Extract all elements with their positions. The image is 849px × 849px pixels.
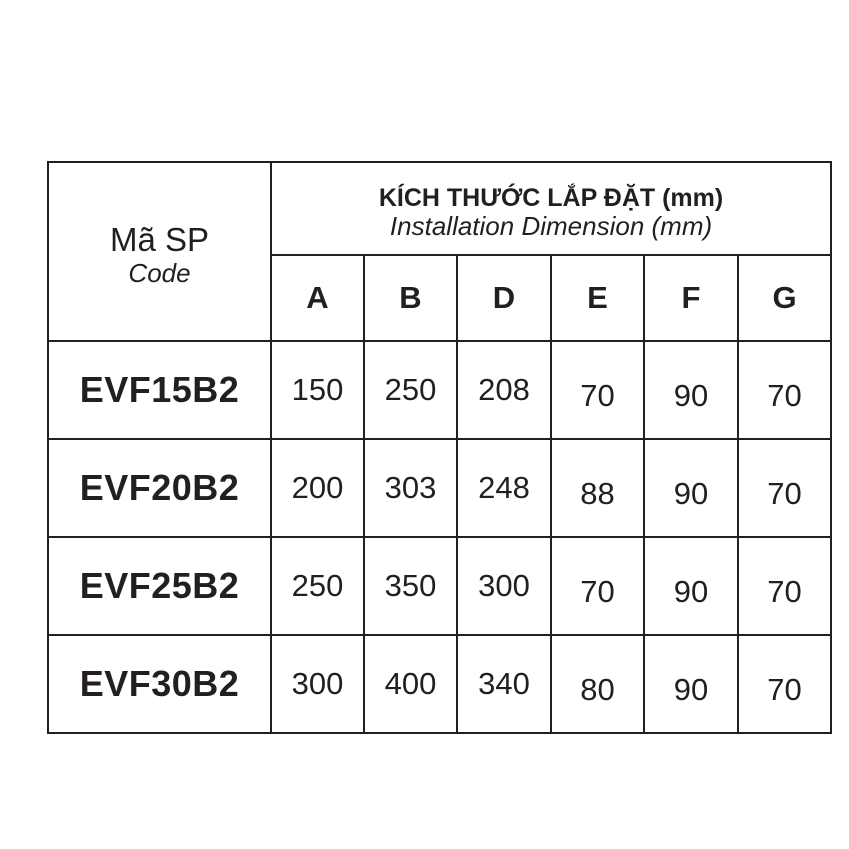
value-b: 250: [364, 341, 457, 439]
model-code: EVF20B2: [48, 439, 271, 537]
value-e: 70: [551, 341, 644, 439]
code-label-vi: Mã SP: [109, 220, 210, 258]
table-row: [48, 537, 831, 635]
value-f: 90: [644, 341, 738, 439]
value-b: 303: [364, 439, 457, 537]
value-f: 90: [644, 635, 738, 733]
value-a: 150: [271, 341, 364, 439]
value-a: 250: [271, 537, 364, 635]
column-header-a: A: [271, 255, 364, 341]
value-b: 350: [364, 537, 457, 635]
table-row: [48, 341, 831, 439]
code-label-en: Code: [128, 257, 191, 288]
model-code: EVF30B2: [48, 635, 271, 733]
model-code: EVF25B2: [48, 537, 271, 635]
value-d: 248: [457, 439, 551, 537]
dimension-header-cell: [271, 162, 831, 255]
value-d: 208: [457, 341, 551, 439]
value-f: 90: [644, 537, 738, 635]
value-f: 90: [644, 439, 738, 537]
installation-dimension-table: [47, 161, 832, 734]
table-row: [48, 439, 831, 537]
table-row: [48, 635, 831, 733]
column-header-g: G: [738, 255, 831, 341]
value-g: 70: [738, 439, 831, 537]
value-e: 88: [551, 439, 644, 537]
value-g: 70: [738, 635, 831, 733]
header-row-title: [48, 162, 831, 255]
column-header-d: D: [457, 255, 551, 341]
column-header-f: F: [644, 255, 738, 341]
value-a: 200: [271, 439, 364, 537]
dimension-title-en: Installation Dimension (mm): [389, 210, 713, 241]
dimension-title-vi: KÍCH THƯỚC LẮP ĐẶT (mm): [378, 183, 724, 212]
value-g: 70: [738, 341, 831, 439]
value-g: 70: [738, 537, 831, 635]
column-header-e: E: [551, 255, 644, 341]
code-header-cell: [48, 162, 271, 341]
value-b: 400: [364, 635, 457, 733]
value-e: 70: [551, 537, 644, 635]
value-e: 80: [551, 635, 644, 733]
model-code: EVF15B2: [48, 341, 271, 439]
value-d: 340: [457, 635, 551, 733]
value-a: 300: [271, 635, 364, 733]
column-header-b: B: [364, 255, 457, 341]
value-d: 300: [457, 537, 551, 635]
